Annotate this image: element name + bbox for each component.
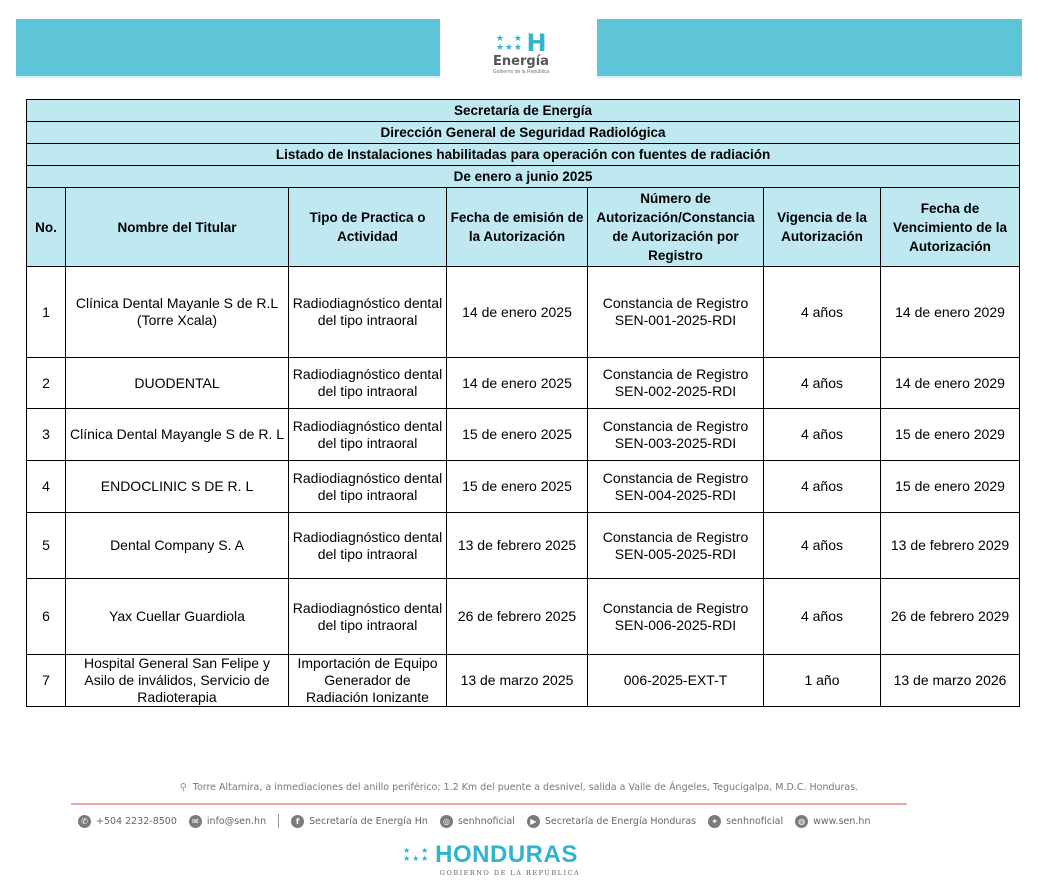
cell-expiry-date: 15 de enero 2029 [881, 409, 1020, 461]
table-row [27, 409, 1020, 461]
table-row [27, 655, 1020, 707]
website-contact[interactable] [795, 815, 870, 828]
col-header-expiry-date: Fecha de Vencimiento de la Autorización [881, 188, 1020, 267]
website-text: www.sen.hn [813, 815, 871, 827]
youtube-text: Secretaría de Energía Honduras [544, 815, 697, 827]
honduras-subtitle: GOBIERNO DE LA REPÚBLICA [439, 869, 581, 877]
cell-authorization-number: Constancia de Registro SEN-003-2025-RDI [588, 409, 764, 461]
table-row [27, 579, 1020, 655]
col-header-practice: Tipo de Practica o Actividad [289, 188, 447, 267]
cell-practice: Radiodiagnóstico dental del tipo intraoral [289, 513, 447, 579]
footer-address-line [0, 782, 1038, 793]
cell-number: 1 [27, 267, 66, 358]
cell-holder: Hospital General San Felipe y Asilo de inválidos, Servicio de Radioterapia [66, 655, 289, 707]
email-contact[interactable] [189, 815, 266, 828]
cell-practice: Importación de Equipo Generador de Radiación Ionizante [289, 655, 447, 707]
cell-authorization-number: Constancia de Registro SEN-001-2025-RDI [588, 267, 764, 358]
instagram-contact[interactable] [440, 815, 515, 828]
footer-divider [71, 803, 907, 805]
h-logo-icon: H [526, 29, 547, 57]
cell-issue-date: 13 de marzo 2025 [447, 655, 588, 707]
cell-number: 4 [27, 461, 66, 513]
table-row [27, 358, 1020, 409]
table-row [27, 461, 1020, 513]
cell-issue-date: 13 de febrero 2025 [447, 513, 588, 579]
cell-authorization-number: Constancia de Registro SEN-002-2025-RDI [588, 358, 764, 409]
cell-authorization-number: Constancia de Registro SEN-004-2025-RDI [588, 461, 764, 513]
twitter-icon: ✦ [708, 815, 721, 828]
mail-icon: ✉ [189, 815, 202, 828]
cell-practice: Radiodiagnóstico dental del tipo intraoral [289, 409, 447, 461]
cell-issue-date: 15 de enero 2025 [447, 409, 588, 461]
col-header-issue-date: Fecha de emisión de la Autorización [447, 188, 588, 267]
footer-contacts [78, 814, 882, 828]
honduras-logo [383, 843, 597, 879]
band-listing-title: Listado de Instalaciones habilitadas para operación con fuentes de radiación [27, 144, 1020, 166]
youtube-contact[interactable] [527, 815, 696, 828]
facebook-text: Secretaría de Energía Hn [309, 815, 428, 827]
cell-number: 5 [27, 513, 66, 579]
location-pin-icon: ⚲ [179, 782, 187, 793]
cell-holder: ENDOCLINIC S DE R. L [66, 461, 289, 513]
cell-practice: Radiodiagnóstico dental del tipo intraoral [289, 461, 447, 513]
globe-icon: ◍ [795, 815, 808, 828]
cell-validity: 4 años [764, 461, 881, 513]
band-directorate: Dirección General de Seguridad Radiológica [27, 122, 1020, 144]
cell-issue-date: 14 de enero 2025 [447, 358, 588, 409]
cell-issue-date: 15 de enero 2025 [447, 461, 588, 513]
cell-holder: Clínica Dental Mayanle S de R.L (Torre Xcala) [66, 267, 289, 358]
cell-authorization-number: Constancia de Registro SEN-005-2025-RDI [588, 513, 764, 579]
cell-validity: 1 año [764, 655, 881, 707]
cell-holder: Dental Company S. A [66, 513, 289, 579]
instagram-text: senhnoficial [457, 815, 515, 827]
cell-authorization-number: 006-2025-EXT-T [588, 655, 764, 707]
cell-expiry-date: 14 de enero 2029 [881, 267, 1020, 358]
band-ministry: Secretaría de Energía [27, 100, 1020, 122]
cell-expiry-date: 14 de enero 2029 [881, 358, 1020, 409]
cell-number: 3 [27, 409, 66, 461]
header-banner-right [597, 19, 1022, 76]
honduras-wordmark: HONDURAS [435, 841, 578, 868]
cell-practice: Radiodiagnóstico dental del tipo intraoral [289, 267, 447, 358]
footer-address: Torre Altamira, a inmediaciones del anillo periférico; 1.2 Km del puente a desnivel, salida a Valle de Ángeles, Tegucigalpa, M.D.C. Honduras. [192, 782, 859, 793]
phone-text: +504 2232-8500 [96, 815, 177, 827]
cell-validity: 4 años [764, 267, 881, 358]
phone-contact [78, 815, 177, 828]
cell-expiry-date: 13 de febrero 2029 [881, 513, 1020, 579]
facebook-icon: f [291, 815, 304, 828]
cell-practice: Radiodiagnóstico dental del tipo intraoral [289, 358, 447, 409]
cell-issue-date: 14 de enero 2025 [447, 267, 588, 358]
cell-holder: Yax Cuellar Guardiola [66, 579, 289, 655]
facebook-contact[interactable] [291, 815, 428, 828]
stars-icon: ★ ★ ★ ★ ★ [403, 846, 429, 863]
cell-holder: DUODENTAL [66, 358, 289, 409]
twitter-contact[interactable] [708, 815, 783, 828]
youtube-icon: ▶ [527, 815, 540, 828]
cell-number: 6 [27, 579, 66, 655]
col-header-validity: Vigencia de la Autorización [764, 188, 881, 267]
cell-authorization-number: Constancia de Registro SEN-006-2025-RDI [588, 579, 764, 655]
phone-icon: ✆ [78, 815, 91, 828]
cell-number: 2 [27, 358, 66, 409]
cell-validity: 4 años [764, 409, 881, 461]
cell-expiry-date: 26 de febrero 2029 [881, 579, 1020, 655]
cell-expiry-date: 13 de marzo 2026 [881, 655, 1020, 707]
cell-practice: Radiodiagnóstico dental del tipo intraoral [289, 579, 447, 655]
logo-title: Energía [493, 54, 549, 69]
logo-subtitle: Gobierno de la República [492, 69, 550, 75]
header-banner-left [16, 19, 440, 76]
col-header-authorization-number: Número de Autorización/Constancia de Autorización por Registro [588, 188, 764, 267]
twitter-text: senhnoficial [726, 815, 784, 827]
energia-logo [476, 29, 566, 84]
cell-issue-date: 26 de febrero 2025 [447, 579, 588, 655]
table-row [27, 267, 1020, 358]
installations-table [26, 99, 1020, 707]
instagram-icon: ◎ [440, 815, 453, 828]
band-period: De enero a junio 2025 [27, 166, 1020, 188]
cell-validity: 4 años [764, 513, 881, 579]
stars-icon: ★ ★ ★ ★ ★ [495, 33, 522, 52]
cell-number: 7 [27, 655, 66, 707]
col-header-number: No. [27, 188, 66, 267]
email-text: info@sen.hn [206, 815, 267, 827]
contacts-separator [278, 814, 279, 828]
col-header-holder: Nombre del Titular [66, 188, 289, 267]
cell-validity: 4 años [764, 358, 881, 409]
table-row [27, 513, 1020, 579]
cell-expiry-date: 15 de enero 2029 [881, 461, 1020, 513]
cell-holder: Clínica Dental Mayangle S de R. L [66, 409, 289, 461]
cell-validity: 4 años [764, 579, 881, 655]
